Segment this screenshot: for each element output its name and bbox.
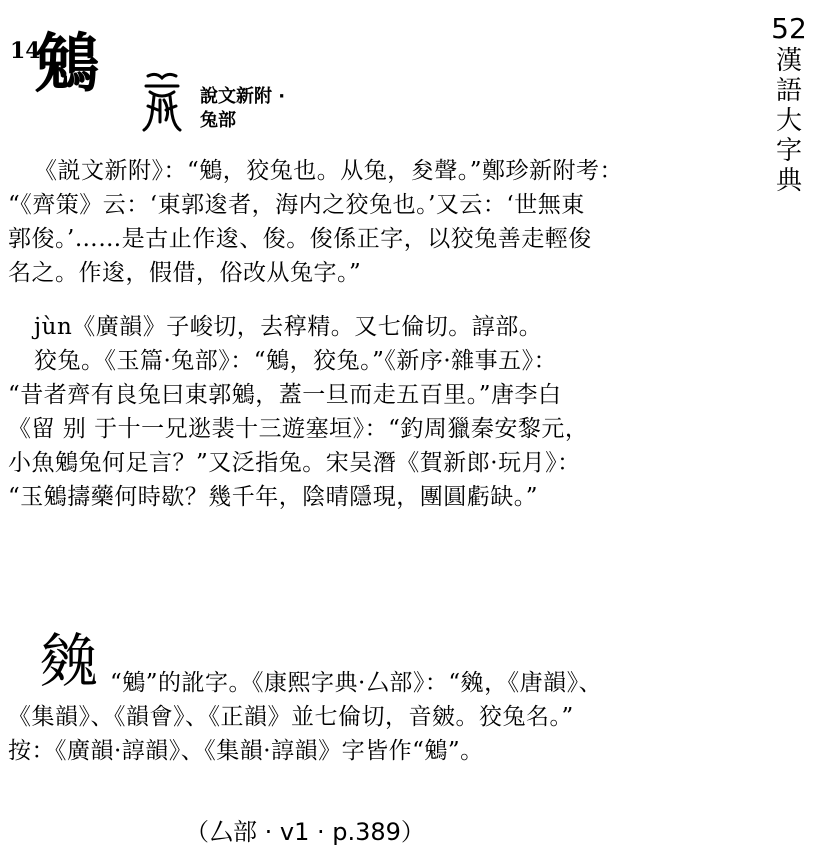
side-header xyxy=(769,12,809,196)
side-title-char: 字 xyxy=(775,136,802,166)
page-footer: （厶部 · v1 · p.389） xyxy=(185,818,425,846)
entry-number: 14 xyxy=(10,38,41,64)
definition-line: “《齊策》云：‘東郭逡者，海内之狡兔也。’又云：‘世無東 xyxy=(8,192,585,218)
definition-line: 狡兔。《玉篇·兔部》：“鵵，狡兔。”《新序·雜事五》： xyxy=(34,348,558,374)
definition-line: 《説文新附》：“鵵，狡兔也。从兔，夋聲。”鄭珍新附考： xyxy=(34,158,624,184)
source-line-1: 說文新附 · xyxy=(200,86,286,107)
head-character-variant: 㕙 xyxy=(40,627,99,695)
pronunciation-line: jùn《廣韻》子峻切，去稕精。又七倫切。諄部。 xyxy=(34,314,543,340)
definition-line: “玉鵵擣藥何時歇？幾千年，陰晴隱現，團圓虧缺。” xyxy=(8,484,539,510)
page-number: 52 xyxy=(771,12,807,45)
definition-line: “昔者齊有良兔曰東郭鵵，蓋一旦而走五百里。”唐李白 xyxy=(8,382,562,408)
definition-line: 名之。作逡，假借，俗改从兔字。” xyxy=(8,260,362,286)
side-title-char: 漢 xyxy=(775,46,802,76)
head-character: 鵵 xyxy=(35,27,99,102)
side-title-char: 典 xyxy=(775,166,802,196)
definition-line: 《集韻》、《韻會》、《正韻》並七倫切，音皴。狡兔名。” xyxy=(8,704,574,730)
source-line-2: 兔部 xyxy=(200,110,236,131)
definition-line: “鵵”的訛字。《康熙字典·厶部》：“㕙，《唐韻》、 xyxy=(110,670,603,696)
definition-line: 小魚鵵兔何足言？”又泛指兔。宋吴潛《賀新郎·玩月》： xyxy=(8,450,581,476)
definition-line: 按：《廣韻·諄韻》、《集韻·諄韻》字皆作“鵵”。 xyxy=(8,738,484,764)
definition-line: 郭俊。’……是古止作逡、俊。俊係正字，以狡兔善走輕俊 xyxy=(8,226,592,252)
seal-script-glyph xyxy=(140,70,184,134)
definition-line: 《留 别 于十一兄逖裴十三遊塞垣》：“釣周獵秦安黎元， xyxy=(8,416,589,442)
side-title-char: 大 xyxy=(775,106,802,136)
side-title-char: 語 xyxy=(775,76,802,106)
